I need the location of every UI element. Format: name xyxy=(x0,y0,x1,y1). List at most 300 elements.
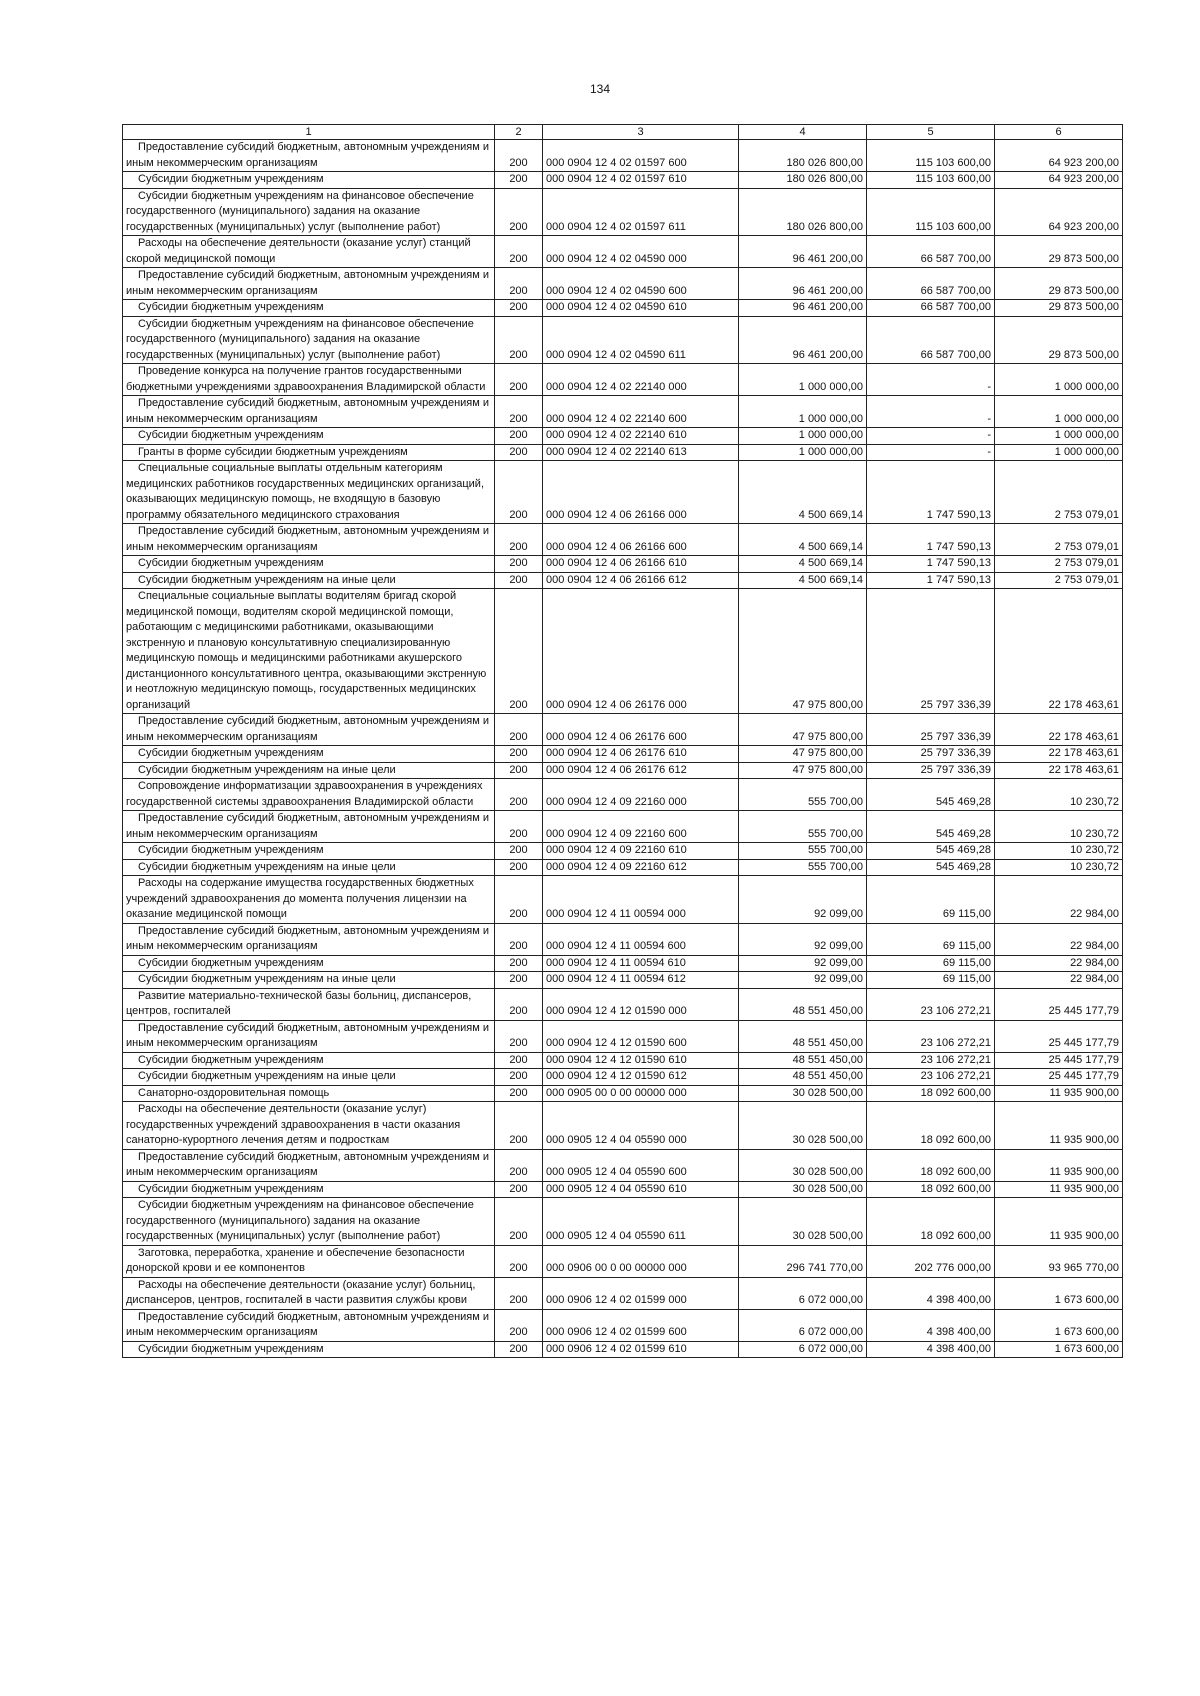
row-description-text: Субсидии бюджетным учреждениям xyxy=(138,1182,324,1195)
row-unexecuted-amount: 10 230,72 xyxy=(995,779,1123,811)
row-executed-amount: 1 747 590,13 xyxy=(867,461,995,524)
table-row xyxy=(123,268,1123,300)
column-header: 5 xyxy=(867,125,995,140)
table-row xyxy=(123,461,1123,524)
row-budget-code: 000 0905 12 4 04 05590 600 xyxy=(543,1149,739,1181)
row-description xyxy=(123,268,495,300)
table-row xyxy=(123,1149,1123,1181)
row-description-text: Предоставление субсидий бюджетным, автономным учреждениям и иным некоммерческим организациям xyxy=(126,1310,490,1338)
table-row xyxy=(123,444,1123,461)
row-executed-amount: 66 587 700,00 xyxy=(867,236,995,268)
row-unexecuted-amount: 11 935 900,00 xyxy=(995,1198,1123,1246)
row-executed-amount: 4 398 400,00 xyxy=(867,1341,995,1358)
row-approved-amount: 48 551 450,00 xyxy=(739,988,867,1020)
row-description xyxy=(123,556,495,573)
row-budget-code: 000 0904 12 4 06 26176 000 xyxy=(543,589,739,714)
row-description xyxy=(123,1245,495,1277)
row-approved-amount: 30 028 500,00 xyxy=(739,1198,867,1246)
row-budget-code: 000 0904 12 4 02 01597 600 xyxy=(543,140,739,172)
row-executed-amount: 69 115,00 xyxy=(867,876,995,924)
row-description-text: Предоставление субсидий бюджетным, автономным учреждениям и иным некоммерческим организациям xyxy=(126,269,490,297)
row-description-text: Субсидии бюджетным учреждениям xyxy=(138,747,324,759)
row-budget-code: 000 0905 12 4 04 05590 610 xyxy=(543,1181,739,1198)
row-unexecuted-amount: 1 000 000,00 xyxy=(995,396,1123,428)
row-executed-amount: 25 797 336,39 xyxy=(867,714,995,746)
row-unexecuted-amount: 29 873 500,00 xyxy=(995,268,1123,300)
table-row xyxy=(123,300,1123,317)
table-row xyxy=(123,859,1123,876)
row-description-text: Гранты в форме субсидии бюджетным учреждениям xyxy=(138,445,408,458)
row-admin-code: 200 xyxy=(495,1085,543,1102)
row-description xyxy=(123,859,495,876)
row-unexecuted-amount: 2 753 079,01 xyxy=(995,524,1123,556)
row-admin-code: 200 xyxy=(495,589,543,714)
row-description xyxy=(123,1102,495,1150)
row-admin-code: 200 xyxy=(495,876,543,924)
row-unexecuted-amount: 64 923 200,00 xyxy=(995,140,1123,172)
row-budget-code: 000 0904 12 4 11 00594 000 xyxy=(543,876,739,924)
row-description xyxy=(123,1309,495,1341)
row-budget-code: 000 0906 12 4 02 01599 600 xyxy=(543,1309,739,1341)
row-approved-amount: 555 700,00 xyxy=(739,779,867,811)
row-unexecuted-amount: 1 673 600,00 xyxy=(995,1309,1123,1341)
table-row xyxy=(123,364,1123,396)
row-executed-amount: 23 106 272,21 xyxy=(867,1020,995,1052)
row-unexecuted-amount: 22 984,00 xyxy=(995,876,1123,924)
row-description-text: Субсидии бюджетным учреждениям xyxy=(138,301,324,313)
row-executed-amount: 1 747 590,13 xyxy=(867,524,995,556)
row-unexecuted-amount: 64 923 200,00 xyxy=(995,188,1123,236)
header-row xyxy=(123,125,1123,140)
row-executed-amount: 69 115,00 xyxy=(867,972,995,989)
row-description xyxy=(123,172,495,189)
row-description xyxy=(123,428,495,445)
row-budget-code: 000 0904 12 4 02 22140 613 xyxy=(543,444,739,461)
row-description xyxy=(123,1181,495,1198)
row-unexecuted-amount: 22 178 463,61 xyxy=(995,714,1123,746)
row-unexecuted-amount: 11 935 900,00 xyxy=(995,1149,1123,1181)
row-description-text: Субсидии бюджетным учреждениям на финансовое обеспечение государственного (муниципального) задания на оказание государственных (муниципальных) услуг (выполнение работ) xyxy=(126,1199,474,1242)
row-unexecuted-amount: 2 753 079,01 xyxy=(995,461,1123,524)
row-executed-amount: 1 747 590,13 xyxy=(867,556,995,573)
row-description xyxy=(123,524,495,556)
table-row xyxy=(123,316,1123,364)
table-body xyxy=(123,140,1123,1358)
row-admin-code: 200 xyxy=(495,843,543,860)
row-executed-amount: 66 587 700,00 xyxy=(867,300,995,317)
row-description xyxy=(123,988,495,1020)
row-unexecuted-amount: 10 230,72 xyxy=(995,843,1123,860)
row-description xyxy=(123,1085,495,1102)
row-approved-amount: 1 000 000,00 xyxy=(739,396,867,428)
row-unexecuted-amount: 2 753 079,01 xyxy=(995,556,1123,573)
row-description xyxy=(123,316,495,364)
row-budget-code: 000 0905 12 4 04 05590 611 xyxy=(543,1198,739,1246)
row-description-text: Предоставление субсидий бюджетным, автономным учреждениям и иным некоммерческим организациям xyxy=(126,812,490,840)
row-approved-amount: 6 072 000,00 xyxy=(739,1341,867,1358)
table-row xyxy=(123,714,1123,746)
row-approved-amount: 47 975 800,00 xyxy=(739,746,867,763)
row-description xyxy=(123,972,495,989)
row-approved-amount: 47 975 800,00 xyxy=(739,714,867,746)
budget-table xyxy=(122,124,1123,1358)
row-admin-code: 200 xyxy=(495,268,543,300)
table-row xyxy=(123,988,1123,1020)
row-budget-code: 000 0904 12 4 06 26176 612 xyxy=(543,762,739,779)
table-row xyxy=(123,1102,1123,1150)
row-approved-amount: 96 461 200,00 xyxy=(739,300,867,317)
row-description-text: Субсидии бюджетным учреждениям xyxy=(138,844,324,856)
row-executed-amount: 1 747 590,13 xyxy=(867,572,995,589)
row-description xyxy=(123,572,495,589)
row-executed-amount: 25 797 336,39 xyxy=(867,762,995,779)
row-budget-code: 000 0904 12 4 02 04590 610 xyxy=(543,300,739,317)
row-executed-amount: - xyxy=(867,364,995,396)
row-admin-code: 200 xyxy=(495,1277,543,1309)
row-description-text: Предоставление субсидий бюджетным, автономным учреждениям и иным некоммерческим организациям xyxy=(126,397,490,425)
row-approved-amount: 1 000 000,00 xyxy=(739,428,867,445)
row-description xyxy=(123,1198,495,1246)
row-description-text: Предоставление субсидий бюджетным, автономным учреждениям и иным некоммерческим организациям xyxy=(126,715,490,743)
row-unexecuted-amount: 11 935 900,00 xyxy=(995,1085,1123,1102)
row-executed-amount: 202 776 000,00 xyxy=(867,1245,995,1277)
row-description-text: Субсидии бюджетным учреждениям на иные цели xyxy=(138,973,396,985)
row-approved-amount: 92 099,00 xyxy=(739,955,867,972)
row-executed-amount: 25 797 336,39 xyxy=(867,589,995,714)
row-unexecuted-amount: 1 000 000,00 xyxy=(995,364,1123,396)
table-row xyxy=(123,140,1123,172)
row-executed-amount: 66 587 700,00 xyxy=(867,268,995,300)
row-budget-code: 000 0906 12 4 02 01599 000 xyxy=(543,1277,739,1309)
row-description xyxy=(123,762,495,779)
row-description xyxy=(123,746,495,763)
row-description xyxy=(123,1149,495,1181)
row-admin-code: 200 xyxy=(495,1341,543,1358)
row-approved-amount: 1 000 000,00 xyxy=(739,364,867,396)
row-budget-code: 000 0904 12 4 09 22160 610 xyxy=(543,843,739,860)
row-admin-code: 200 xyxy=(495,746,543,763)
row-approved-amount: 180 026 800,00 xyxy=(739,188,867,236)
row-description-text: Субсидии бюджетным учреждениям на иные цели xyxy=(138,860,396,873)
row-budget-code: 000 0904 12 4 12 01590 000 xyxy=(543,988,739,1020)
row-executed-amount: 66 587 700,00 xyxy=(867,316,995,364)
row-description xyxy=(123,843,495,860)
table-row xyxy=(123,1309,1123,1341)
row-budget-code: 000 0904 12 4 12 01590 600 xyxy=(543,1020,739,1052)
row-approved-amount: 30 028 500,00 xyxy=(739,1149,867,1181)
row-description-text: Субсидии бюджетным учреждениям xyxy=(138,1342,324,1355)
row-unexecuted-amount: 25 445 177,79 xyxy=(995,1020,1123,1052)
row-description-text: Субсидии бюджетным учреждениям xyxy=(138,1053,324,1066)
table-row xyxy=(123,955,1123,972)
row-description xyxy=(123,1052,495,1069)
table-row xyxy=(123,1277,1123,1309)
row-admin-code: 200 xyxy=(495,172,543,189)
row-approved-amount: 92 099,00 xyxy=(739,923,867,955)
row-description xyxy=(123,955,495,972)
table-row xyxy=(123,172,1123,189)
row-approved-amount: 6 072 000,00 xyxy=(739,1309,867,1341)
row-executed-amount: 18 092 600,00 xyxy=(867,1198,995,1246)
row-description-text: Субсидии бюджетным учреждениям на иные цели xyxy=(138,573,396,586)
row-budget-code: 000 0905 00 0 00 00000 000 xyxy=(543,1085,739,1102)
table-row xyxy=(123,1341,1123,1358)
row-unexecuted-amount: 1 000 000,00 xyxy=(995,428,1123,445)
row-admin-code: 200 xyxy=(495,461,543,524)
row-description xyxy=(123,1341,495,1358)
row-approved-amount: 555 700,00 xyxy=(739,859,867,876)
row-unexecuted-amount: 25 445 177,79 xyxy=(995,1069,1123,1086)
table-row xyxy=(123,1069,1123,1086)
table-row xyxy=(123,589,1123,714)
row-executed-amount: 18 092 600,00 xyxy=(867,1181,995,1198)
row-admin-code: 200 xyxy=(495,1181,543,1198)
row-admin-code: 200 xyxy=(495,1102,543,1150)
row-budget-code: 000 0904 12 4 02 22140 610 xyxy=(543,428,739,445)
row-unexecuted-amount: 25 445 177,79 xyxy=(995,1052,1123,1069)
row-approved-amount: 30 028 500,00 xyxy=(739,1085,867,1102)
row-approved-amount: 296 741 770,00 xyxy=(739,1245,867,1277)
row-admin-code: 200 xyxy=(495,714,543,746)
row-budget-code: 000 0904 12 4 06 26166 610 xyxy=(543,556,739,573)
table-row xyxy=(123,972,1123,989)
row-description xyxy=(123,364,495,396)
row-budget-code: 000 0904 12 4 06 26166 000 xyxy=(543,461,739,524)
row-admin-code: 200 xyxy=(495,923,543,955)
row-admin-code: 200 xyxy=(495,524,543,556)
row-description-text: Субсидии бюджетным учреждениям xyxy=(138,429,324,441)
row-budget-code: 000 0904 12 4 02 22140 600 xyxy=(543,396,739,428)
row-executed-amount: - xyxy=(867,444,995,461)
table-row xyxy=(123,428,1123,445)
row-description xyxy=(123,811,495,843)
table-row xyxy=(123,236,1123,268)
table-row xyxy=(123,1052,1123,1069)
row-executed-amount: 115 103 600,00 xyxy=(867,140,995,172)
row-executed-amount: 545 469,28 xyxy=(867,843,995,860)
row-budget-code: 000 0904 12 4 02 01597 610 xyxy=(543,172,739,189)
row-approved-amount: 4 500 669,14 xyxy=(739,524,867,556)
row-unexecuted-amount: 2 753 079,01 xyxy=(995,572,1123,589)
row-description xyxy=(123,140,495,172)
row-description xyxy=(123,300,495,317)
row-executed-amount: 23 106 272,21 xyxy=(867,1052,995,1069)
row-description xyxy=(123,461,495,524)
row-budget-code: 000 0904 12 4 02 04590 000 xyxy=(543,236,739,268)
row-admin-code: 200 xyxy=(495,762,543,779)
table-row xyxy=(123,746,1123,763)
row-unexecuted-amount: 22 178 463,61 xyxy=(995,762,1123,779)
row-description-text: Расходы на обеспечение деятельности (оказание услуг) государственных учреждений здравоохранения в части оказания санаторно-курортного лечения детям и подросткам xyxy=(126,1103,461,1146)
row-budget-code: 000 0904 12 4 09 22160 600 xyxy=(543,811,739,843)
table-row xyxy=(123,188,1123,236)
row-admin-code: 200 xyxy=(495,140,543,172)
row-approved-amount: 30 028 500,00 xyxy=(739,1102,867,1150)
row-unexecuted-amount: 22 984,00 xyxy=(995,955,1123,972)
row-description-text: Предоставление субсидий бюджетным, автономным учреждениям и иным некоммерческим организациям xyxy=(126,1150,490,1178)
row-approved-amount: 180 026 800,00 xyxy=(739,172,867,189)
row-approved-amount: 48 551 450,00 xyxy=(739,1020,867,1052)
row-description-text: Субсидии бюджетным учреждениям на иные цели xyxy=(138,1070,396,1082)
table-row xyxy=(123,876,1123,924)
table-row xyxy=(123,1020,1123,1052)
row-approved-amount: 92 099,00 xyxy=(739,876,867,924)
table-row xyxy=(123,779,1123,811)
row-description-text: Субсидии бюджетным учреждениям xyxy=(138,557,324,569)
column-header: 1 xyxy=(123,125,495,140)
row-description xyxy=(123,714,495,746)
table-row xyxy=(123,1245,1123,1277)
row-executed-amount: 69 115,00 xyxy=(867,923,995,955)
row-unexecuted-amount: 22 984,00 xyxy=(995,972,1123,989)
row-executed-amount: 4 398 400,00 xyxy=(867,1277,995,1309)
row-description-text: Развитие материально-технической базы больниц, диспансеров, центров, госпиталей xyxy=(126,989,472,1017)
row-executed-amount: - xyxy=(867,428,995,445)
row-admin-code: 200 xyxy=(495,1052,543,1069)
row-executed-amount: 18 092 600,00 xyxy=(867,1102,995,1150)
row-description-text: Санаторно-оздоровительная помощь xyxy=(138,1086,330,1099)
row-description-text: Расходы на обеспечение деятельности (оказание услуг) станций скорой медицинской помощи xyxy=(126,237,471,265)
row-description xyxy=(123,236,495,268)
row-admin-code: 200 xyxy=(495,236,543,268)
row-description xyxy=(123,1069,495,1086)
row-admin-code: 200 xyxy=(495,316,543,364)
row-executed-amount: 4 398 400,00 xyxy=(867,1309,995,1341)
row-budget-code: 000 0904 12 4 09 22160 612 xyxy=(543,859,739,876)
row-budget-code: 000 0904 12 4 02 01597 611 xyxy=(543,188,739,236)
row-admin-code: 200 xyxy=(495,1149,543,1181)
row-budget-code: 000 0904 12 4 12 01590 610 xyxy=(543,1052,739,1069)
row-approved-amount: 47 975 800,00 xyxy=(739,762,867,779)
row-executed-amount: 115 103 600,00 xyxy=(867,188,995,236)
row-approved-amount: 555 700,00 xyxy=(739,843,867,860)
row-admin-code: 200 xyxy=(495,300,543,317)
row-executed-amount: 545 469,28 xyxy=(867,779,995,811)
row-approved-amount: 48 551 450,00 xyxy=(739,1052,867,1069)
row-description-text: Субсидии бюджетным учреждениям xyxy=(138,173,324,185)
row-executed-amount: 545 469,28 xyxy=(867,859,995,876)
row-description-text: Проведение конкурса на получение грантов государственными бюджетными учреждениями здравоохранения Владимирской области xyxy=(126,365,486,393)
table-row xyxy=(123,1198,1123,1246)
row-admin-code: 200 xyxy=(495,572,543,589)
row-approved-amount: 96 461 200,00 xyxy=(739,268,867,300)
row-unexecuted-amount: 1 673 600,00 xyxy=(995,1277,1123,1309)
row-executed-amount: 18 092 600,00 xyxy=(867,1085,995,1102)
row-approved-amount: 1 000 000,00 xyxy=(739,444,867,461)
row-unexecuted-amount: 1 673 600,00 xyxy=(995,1341,1123,1358)
row-description xyxy=(123,779,495,811)
row-unexecuted-amount: 29 873 500,00 xyxy=(995,316,1123,364)
row-approved-amount: 30 028 500,00 xyxy=(739,1181,867,1198)
row-description-text: Предоставление субсидий бюджетным, автономным учреждениям и иным некоммерческим организациям xyxy=(126,924,490,952)
row-description-text: Субсидии бюджетным учреждениям xyxy=(138,956,324,969)
row-description xyxy=(123,876,495,924)
row-description-text: Специальные социальные выплаты отдельным категориям медицинских работников государственных медицинских организаций, оказывающих медицинскую помощь, не входящую в базовую программу обязательного медицинского страхования xyxy=(126,462,485,521)
row-budget-code: 000 0904 12 4 09 22160 000 xyxy=(543,779,739,811)
row-unexecuted-amount: 93 965 770,00 xyxy=(995,1245,1123,1277)
row-admin-code: 200 xyxy=(495,1069,543,1086)
row-budget-code: 000 0904 12 4 11 00594 610 xyxy=(543,955,739,972)
row-description-text: Предоставление субсидий бюджетным, автономным учреждениям и иным некоммерческим организациям xyxy=(126,525,490,553)
row-budget-code: 000 0904 12 4 11 00594 612 xyxy=(543,972,739,989)
row-budget-code: 000 0904 12 4 02 22140 000 xyxy=(543,364,739,396)
row-executed-amount: 23 106 272,21 xyxy=(867,1069,995,1086)
row-approved-amount: 47 975 800,00 xyxy=(739,589,867,714)
row-approved-amount: 555 700,00 xyxy=(739,811,867,843)
column-header: 6 xyxy=(995,125,1123,140)
row-admin-code: 200 xyxy=(495,955,543,972)
row-unexecuted-amount: 22 984,00 xyxy=(995,923,1123,955)
row-admin-code: 200 xyxy=(495,556,543,573)
row-unexecuted-amount: 10 230,72 xyxy=(995,811,1123,843)
row-unexecuted-amount: 29 873 500,00 xyxy=(995,300,1123,317)
table-row xyxy=(123,524,1123,556)
row-admin-code: 200 xyxy=(495,859,543,876)
row-description-text: Предоставление субсидий бюджетным, автономным учреждениям и иным некоммерческим организациям xyxy=(126,141,490,169)
row-description-text: Субсидии бюджетным учреждениям на финансовое обеспечение государственного (муниципального) задания на оказание государственных (муниципальных) услуг (выполнение работ) xyxy=(126,317,474,361)
row-budget-code: 000 0905 12 4 04 05590 000 xyxy=(543,1102,739,1150)
table-row xyxy=(123,396,1123,428)
row-description xyxy=(123,444,495,461)
row-budget-code: 000 0904 12 4 06 26176 610 xyxy=(543,746,739,763)
row-budget-code: 000 0906 12 4 02 01599 610 xyxy=(543,1341,739,1358)
row-approved-amount: 96 461 200,00 xyxy=(739,236,867,268)
column-header: 4 xyxy=(739,125,867,140)
row-executed-amount: - xyxy=(867,396,995,428)
row-description-text: Предоставление субсидий бюджетным, автономным учреждениям и иным некоммерческим организациям xyxy=(126,1021,490,1049)
row-admin-code: 200 xyxy=(495,364,543,396)
column-header: 2 xyxy=(495,125,543,140)
row-executed-amount: 18 092 600,00 xyxy=(867,1149,995,1181)
row-budget-code: 000 0904 12 4 06 26176 600 xyxy=(543,714,739,746)
row-budget-code: 000 0904 12 4 06 26166 600 xyxy=(543,524,739,556)
row-approved-amount: 96 461 200,00 xyxy=(739,316,867,364)
row-budget-code: 000 0904 12 4 02 04590 611 xyxy=(543,316,739,364)
row-approved-amount: 180 026 800,00 xyxy=(739,140,867,172)
row-unexecuted-amount: 25 445 177,79 xyxy=(995,988,1123,1020)
row-admin-code: 200 xyxy=(495,972,543,989)
table-row xyxy=(123,762,1123,779)
row-admin-code: 200 xyxy=(495,428,543,445)
row-unexecuted-amount: 22 178 463,61 xyxy=(995,746,1123,763)
table-row xyxy=(123,556,1123,573)
row-description-text: Расходы на содержание имущества государственных бюджетных учреждений здравоохранения до момента получения лицензии на оказание медицинской помощи xyxy=(126,877,474,920)
row-admin-code: 200 xyxy=(495,1020,543,1052)
column-header: 3 xyxy=(543,125,739,140)
row-description xyxy=(123,589,495,714)
row-unexecuted-amount: 11 935 900,00 xyxy=(995,1181,1123,1198)
row-description xyxy=(123,1277,495,1309)
row-description xyxy=(123,1020,495,1052)
row-admin-code: 200 xyxy=(495,1198,543,1246)
row-executed-amount: 25 797 336,39 xyxy=(867,746,995,763)
row-executed-amount: 545 469,28 xyxy=(867,811,995,843)
row-description-text: Расходы на обеспечение деятельности (оказание услуг) больниц, диспансеров, центров, госпиталей в части развития службы крови xyxy=(126,1278,476,1306)
row-description-text: Субсидии бюджетным учреждениям на финансовое обеспечение государственного (муниципального) задания на оказание государственных (муниципальных) услуг (выполнение работ) xyxy=(126,189,474,233)
row-admin-code: 200 xyxy=(495,811,543,843)
row-approved-amount: 4 500 669,14 xyxy=(739,556,867,573)
table-row xyxy=(123,843,1123,860)
row-admin-code: 200 xyxy=(495,396,543,428)
row-executed-amount: 23 106 272,21 xyxy=(867,988,995,1020)
row-description xyxy=(123,396,495,428)
row-unexecuted-amount: 1 000 000,00 xyxy=(995,444,1123,461)
row-admin-code: 200 xyxy=(495,1245,543,1277)
row-admin-code: 200 xyxy=(495,188,543,236)
table-row xyxy=(123,1181,1123,1198)
row-unexecuted-amount: 10 230,72 xyxy=(995,859,1123,876)
row-description-text: Специальные социальные выплаты водителям бригад скорой медицинской помощи, водителям скорой медицинской помощи, работающим с медицинскими работниками, оказывающими экстренную и плановую консультативную специализированную медицинскую помощь и медицинскими работниками акушерского дистанционного консультативного центра, оказывающими экстренную и неотложную медицинскую помощь, государственных медицинских организаций xyxy=(126,590,487,711)
